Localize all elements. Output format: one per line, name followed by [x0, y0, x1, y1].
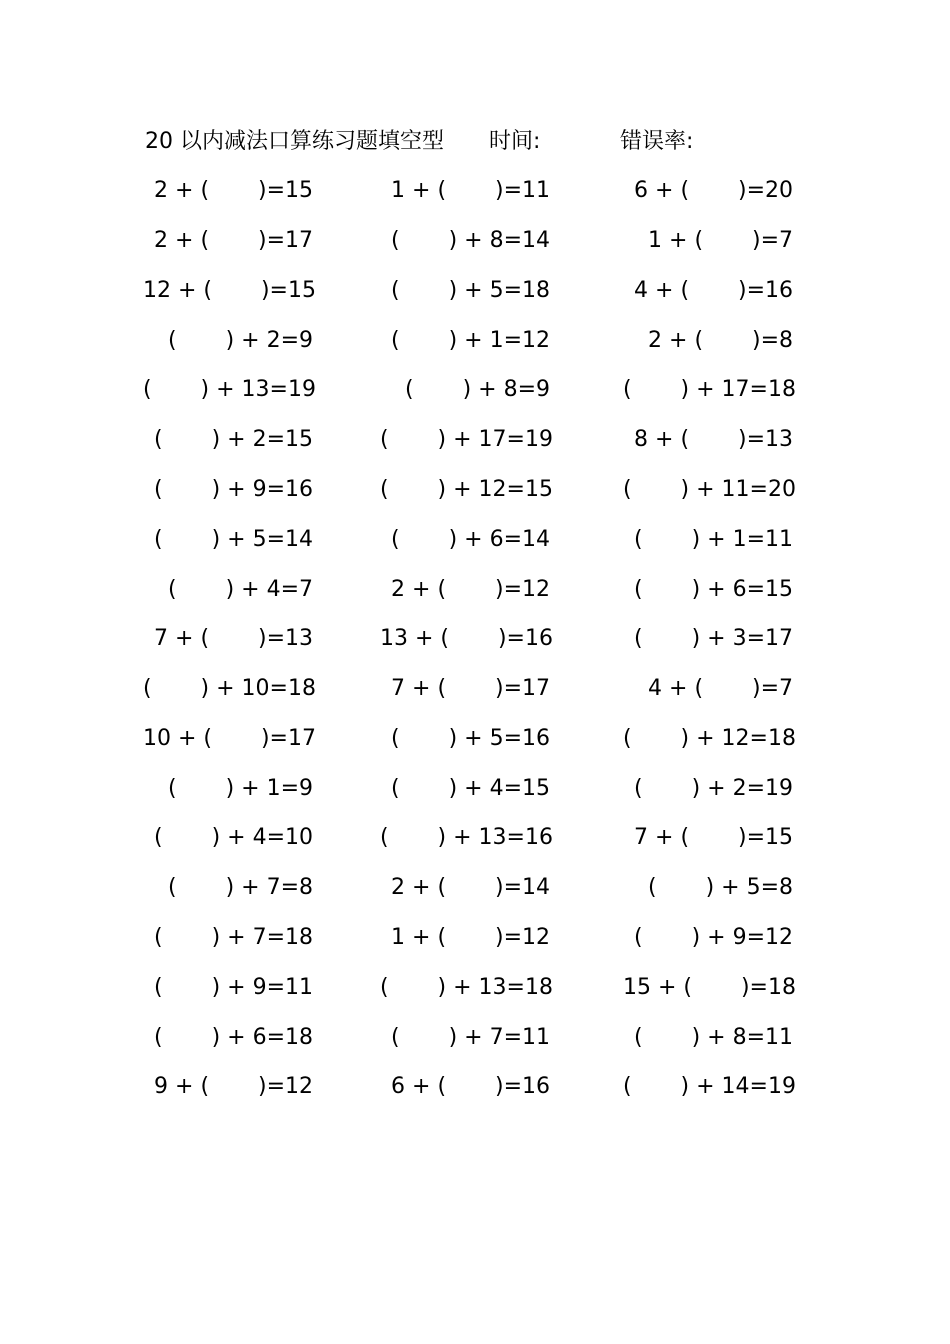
- problem-item: ( ) + 6=15: [634, 577, 793, 602]
- problem-item: 1 + ( )=11: [391, 178, 550, 203]
- problem-item: ( ) + 4=15: [391, 776, 550, 801]
- problem-item: ( ) + 8=14: [391, 228, 550, 253]
- problem-item: 2 + ( )=15: [154, 178, 313, 203]
- problem-item: ( ) + 5=8: [648, 875, 793, 900]
- problem-item: ( ) + 5=14: [154, 527, 313, 552]
- problem-item: 2 + ( )=12: [391, 577, 550, 602]
- problem-item: ( ) + 4=10: [154, 825, 313, 850]
- problem-item: ( ) + 13=16: [380, 825, 553, 850]
- problem-item: ( ) + 12=15: [380, 477, 553, 502]
- problem-item: ( ) + 5=18: [391, 278, 550, 303]
- problem-item: 6 + ( )=20: [634, 178, 793, 203]
- problem-item: 6 + ( )=16: [391, 1074, 550, 1099]
- problem-item: ( ) + 10=18: [143, 676, 316, 701]
- problem-item: ( ) + 9=11: [154, 975, 313, 1000]
- problem-item: 1 + ( )=7: [648, 228, 793, 253]
- problem-item: ( ) + 8=11: [634, 1025, 793, 1050]
- problem-item: 10 + ( )=17: [143, 726, 316, 751]
- problem-item: ( ) + 7=18: [154, 925, 313, 950]
- problem-item: 7 + ( )=13: [154, 626, 313, 651]
- problem-item: ( ) + 2=19: [634, 776, 793, 801]
- problem-item: ( ) + 9=16: [154, 477, 313, 502]
- problem-item: 4 + ( )=7: [648, 676, 793, 701]
- problem-item: ( ) + 2=9: [168, 328, 313, 353]
- problem-item: ( ) + 3=17: [634, 626, 793, 651]
- worksheet-title: 20 以内减法口算练习题填空型: [145, 129, 444, 154]
- problem-item: ( ) + 17=19: [380, 427, 553, 452]
- problem-item: ( ) + 13=18: [380, 975, 553, 1000]
- problem-item: 2 + ( )=14: [391, 875, 550, 900]
- problem-item: 9 + ( )=12: [154, 1074, 313, 1099]
- problem-item: 13 + ( )=16: [380, 626, 553, 651]
- problem-item: 7 + ( )=15: [634, 825, 793, 850]
- problem-item: ( ) + 6=18: [154, 1025, 313, 1050]
- problem-item: ( ) + 1=12: [391, 328, 550, 353]
- problem-item: 2 + ( )=8: [648, 328, 793, 353]
- problem-item: ( ) + 1=11: [634, 527, 793, 552]
- time-label: 时间:: [489, 129, 541, 154]
- problem-item: 7 + ( )=17: [391, 676, 550, 701]
- problem-item: ( ) + 4=7: [168, 577, 313, 602]
- problem-item: ( ) + 2=15: [154, 427, 313, 452]
- problem-item: ( ) + 8=9: [405, 377, 550, 402]
- problem-item: ( ) + 1=9: [168, 776, 313, 801]
- problem-item: ( ) + 14=19: [623, 1074, 796, 1099]
- problem-item: ( ) + 12=18: [623, 726, 796, 751]
- problem-item: 4 + ( )=16: [634, 278, 793, 303]
- problem-item: ( ) + 5=16: [391, 726, 550, 751]
- problem-item: ( ) + 7=8: [168, 875, 313, 900]
- problem-item: 12 + ( )=15: [143, 278, 316, 303]
- problem-item: ( ) + 11=20: [623, 477, 796, 502]
- problem-item: ( ) + 17=18: [623, 377, 796, 402]
- problem-item: ( ) + 9=12: [634, 925, 793, 950]
- problem-item: ( ) + 13=19: [143, 377, 316, 402]
- problem-item: 2 + ( )=17: [154, 228, 313, 253]
- problem-item: 1 + ( )=12: [391, 925, 550, 950]
- problem-item: ( ) + 6=14: [391, 527, 550, 552]
- problem-item: 8 + ( )=13: [634, 427, 793, 452]
- problem-item: ( ) + 7=11: [391, 1025, 550, 1050]
- error-rate-label: 错误率:: [620, 129, 694, 154]
- problem-item: 15 + ( )=18: [623, 975, 796, 1000]
